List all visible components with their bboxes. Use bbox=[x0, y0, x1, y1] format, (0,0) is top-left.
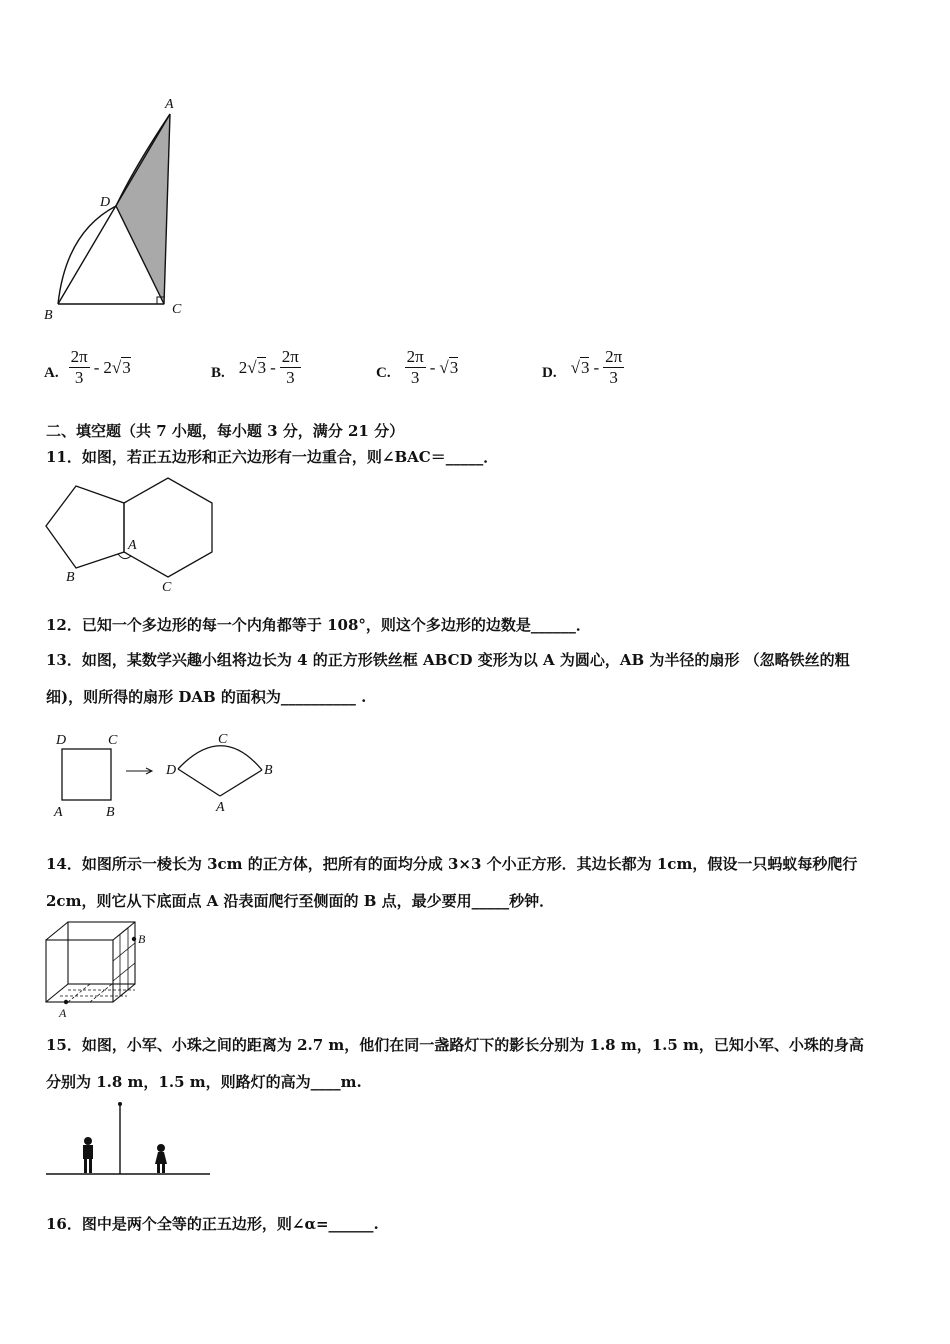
label-c: C bbox=[108, 733, 118, 748]
label-a: A bbox=[59, 1006, 67, 1020]
q16-text: 16．图中是两个全等的正五边形，则∠α=______. bbox=[46, 1215, 379, 1233]
point-a bbox=[64, 1000, 68, 1004]
label-d2: D bbox=[166, 763, 177, 778]
square bbox=[62, 749, 111, 800]
q11-figure bbox=[38, 470, 223, 595]
q10-figure bbox=[38, 92, 198, 328]
fraction: $\frac{2\pi}{3}$ bbox=[70, 347, 88, 387]
label-c: C bbox=[162, 580, 172, 595]
cube-back bbox=[68, 922, 135, 984]
label-a: A bbox=[128, 538, 137, 553]
q11-text: 11．如图，若正五边形和正六边形有一边重合，则∠BAC＝_____． bbox=[46, 448, 499, 466]
label-a2: A bbox=[216, 800, 225, 815]
q14-line1: 14．如图所示一棱长为 3cm 的正方体，把所有的面均分成 3×3 个小正方形．其边长都为 1cm，假设一只蚂蚁每秒爬行 bbox=[46, 855, 858, 873]
label-d: D bbox=[100, 195, 111, 210]
label-c: C bbox=[172, 302, 182, 317]
label-a: A bbox=[165, 97, 174, 112]
label-b: B bbox=[44, 308, 53, 323]
grid-line bbox=[113, 943, 135, 961]
edge bbox=[46, 984, 68, 1002]
option-letter: B. bbox=[211, 365, 225, 381]
label-c2: C bbox=[218, 732, 228, 747]
person-xiaozhu bbox=[155, 1144, 167, 1173]
lamp-light bbox=[118, 1102, 122, 1106]
section-heading: 二、填空题（共 7 小题，每小题 3 分，满分 21 分） bbox=[46, 422, 405, 440]
q13-line2: 细)，则所得的扇形 DAB 的面积为__________ . bbox=[46, 688, 367, 706]
sector-radius-ab bbox=[220, 770, 262, 796]
option-a[interactable]: A. $\frac{2\pi}{3}$ - 2 √ 3 bbox=[44, 347, 131, 387]
grid-line bbox=[68, 984, 90, 1002]
q15-line2: 分别为 1.8 m，1.5 m，则路灯的高为____m. bbox=[46, 1073, 362, 1091]
point-b bbox=[132, 937, 136, 941]
person-xiaojun bbox=[83, 1137, 93, 1173]
grid-line bbox=[113, 963, 135, 981]
q15-figure bbox=[44, 1098, 214, 1180]
hexagon bbox=[124, 478, 212, 577]
label-a: A bbox=[54, 805, 63, 820]
edge bbox=[113, 922, 135, 940]
label-b2: B bbox=[264, 763, 273, 778]
q13-figure bbox=[50, 730, 290, 825]
fraction: $\frac{2\pi}{3}$ bbox=[281, 347, 299, 387]
fraction: $\frac{2\pi}{3}$ bbox=[605, 347, 623, 387]
option-letter: A. bbox=[44, 365, 59, 381]
option-c[interactable]: C. $\frac{2\pi}{3}$ - √ 3 bbox=[376, 347, 459, 387]
option-d[interactable]: D. √ 3 - $\frac{2\pi}{3}$ bbox=[542, 347, 623, 387]
label-b: B bbox=[106, 805, 115, 820]
option-b[interactable]: B. 2 √ 3 - $\frac{2\pi}{3}$ bbox=[211, 347, 299, 387]
q14-line2: 2cm，则它从下底面点 A 沿表面爬行至侧面的 B 点，最少要用_____秒钟． bbox=[46, 892, 555, 910]
q14-figure bbox=[38, 918, 158, 1022]
q12-text: 12．已知一个多边形的每一个内角都等于 108°，则这个多边形的边数是______． bbox=[46, 616, 591, 634]
label-b: B bbox=[138, 932, 146, 946]
grid-line bbox=[90, 984, 112, 1002]
fraction: $\frac{2\pi}{3}$ bbox=[406, 347, 424, 387]
label-d: D bbox=[56, 733, 67, 748]
cube-front bbox=[46, 940, 113, 1002]
sector-radius-ad bbox=[178, 769, 220, 796]
shaded-region bbox=[116, 114, 170, 304]
q15-line1: 15．如图，小军、小珠之间的距离为 2.7 m，他们在同一盏路灯下的影长分别为 1.8 m，1.5 m，已知小军、小珠的身高 bbox=[46, 1036, 864, 1054]
option-letter: C. bbox=[376, 365, 391, 381]
edge bbox=[113, 984, 135, 1002]
q13-line1: 13．如图，某数学兴趣小组将边长为 4 的正方形铁丝框 ABCD 变形为以 A 为圆心，AB 为半径的扇形 （忽略铁丝的粗 bbox=[46, 651, 850, 669]
option-letter: D. bbox=[542, 365, 557, 381]
edge bbox=[46, 922, 68, 940]
sector-arc bbox=[178, 746, 262, 770]
pentagon bbox=[46, 486, 124, 568]
label-b: B bbox=[66, 570, 75, 585]
